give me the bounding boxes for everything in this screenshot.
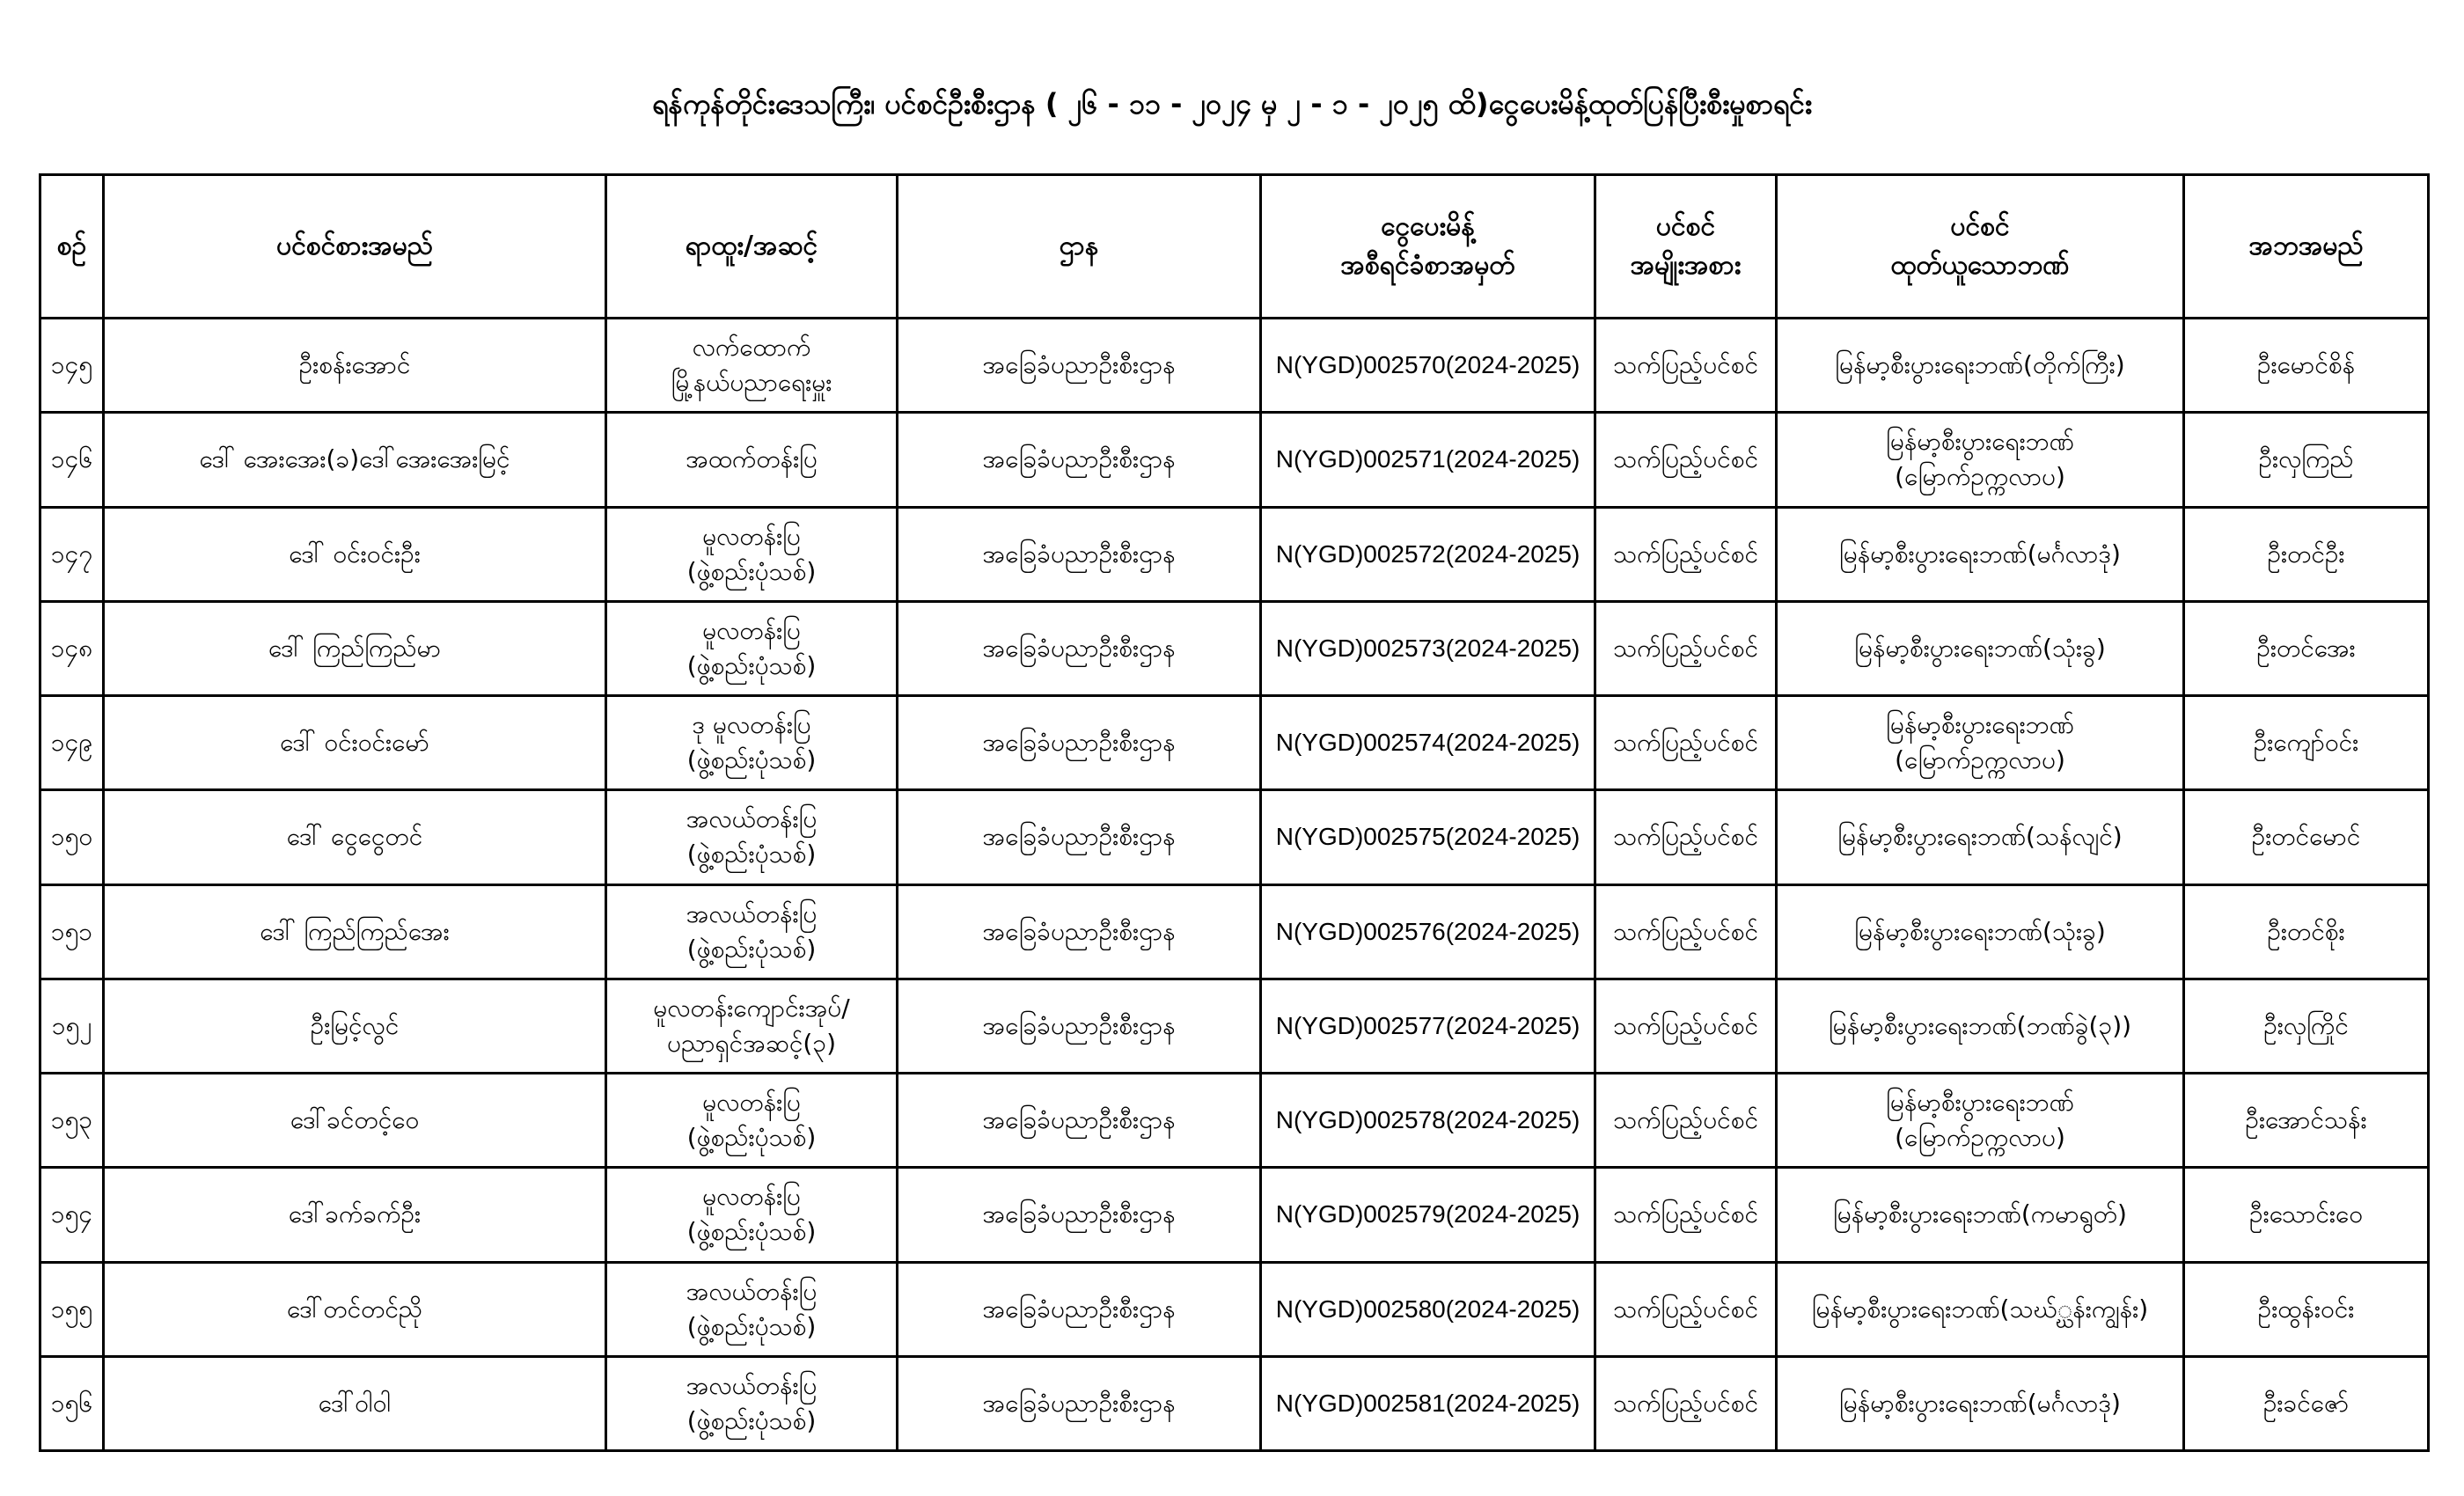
cell-bank: မြန်မာ့စီးပွားရေးဘဏ်(မင်္ဂလာဒုံ) (1777, 1356, 2184, 1450)
cell-father-name: ဦးတင်အေး (2184, 601, 2429, 695)
cell-rank: မူလတန်းပြ (ဖွဲ့စည်းပုံသစ်) (606, 1074, 898, 1168)
cell-father-name: ဦးသောင်းဝေ (2184, 1168, 2429, 1262)
cell-pensioner-name: ဦးမြင့်လွင် (104, 979, 606, 1073)
cell-father-name: ဦးလှကြည် (2184, 413, 2429, 507)
cell-rank: အလယ်တန်းပြ (ဖွဲ့စည်းပုံသစ်) (606, 884, 898, 979)
cell-license-number: N(YGD)002577(2024-2025) (1261, 979, 1595, 1073)
cell-department: အခြေခံပညာဦးစီးဌာန (898, 790, 1261, 884)
cell-pensioner-name: ဒေါ် ငွေငွေတင် (104, 790, 606, 884)
cell-pensioner-name: ဒေါ်ခင်တင့်ဝေ (104, 1074, 606, 1168)
document-title: ရန်ကုန်တိုင်းဒေသကြီး၊ ပင်စင်ဦးစီးဌာန ( ၂၆ - ၁၁ - ၂၀၂၄ မှ ၂ - ၁ - ၂၀၂၅ ထိ)ငွေပေးမိန့်ထုတ်ပြန်ပြီးစီးမှုစာရင်း (651, 87, 1813, 121)
cell-no: ၁၅၆ (40, 1356, 104, 1450)
cell-bank: မြန်မာ့စီးပွားရေးဘဏ်(မင်္ဂလာဒုံ) (1777, 507, 2184, 601)
cell-rank: အလယ်တန်းပြ (ဖွဲ့စည်းပုံသစ်) (606, 1262, 898, 1356)
cell-father-name: ဦးတင်စိုး (2184, 884, 2429, 979)
cell-department: အခြေခံပညာဦးစီးဌာန (898, 1356, 1261, 1450)
cell-no: ၁၅၀ (40, 790, 104, 884)
cell-bank: မြန်မာ့စီးပွားရေးဘဏ်(ကမာရွတ်) (1777, 1168, 2184, 1262)
cell-department: အခြေခံပညာဦးစီးဌာန (898, 507, 1261, 601)
cell-rank: မူလတန်းပြ (ဖွဲ့စည်းပုံသစ်) (606, 507, 898, 601)
cell-department: အခြေခံပညာဦးစီးဌာန (898, 1262, 1261, 1356)
table-row (40, 507, 2429, 601)
table-row (40, 884, 2429, 979)
table-row (40, 696, 2429, 790)
cell-no: ၁၅၁ (40, 884, 104, 979)
cell-pension-type: သက်ပြည့်ပင်စင် (1595, 601, 1777, 695)
cell-pensioner-name: ဒေါ် ဝင်းဝင်းဦး (104, 507, 606, 601)
cell-pensioner-name: ဒေါ်ခက်ခက်ဦး (104, 1168, 606, 1262)
cell-department: အခြေခံပညာဦးစီးဌာန (898, 979, 1261, 1073)
pension-table (39, 173, 2430, 1452)
cell-pensioner-name: ဒေါ် ကြည်ကြည်အေး (104, 884, 606, 979)
cell-department: အခြေခံပညာဦးစီးဌာန (898, 601, 1261, 695)
header-cell-father-name: အဘအမည် (2184, 175, 2429, 319)
cell-license-number: N(YGD)002574(2024-2025) (1261, 696, 1595, 790)
cell-license-number: N(YGD)002575(2024-2025) (1261, 790, 1595, 884)
cell-no: ၁၄၆ (40, 413, 104, 507)
table-header-row (40, 175, 2429, 319)
cell-rank: အထက်တန်းပြ (606, 413, 898, 507)
cell-pension-type: သက်ပြည့်ပင်စင် (1595, 790, 1777, 884)
cell-bank: မြန်မာ့စီးပွားရေးဘဏ်(ဘဏ်ခွဲ(၃)) (1777, 979, 2184, 1073)
table-row (40, 413, 2429, 507)
cell-pension-type: သက်ပြည့်ပင်စင် (1595, 1168, 1777, 1262)
cell-rank: အလယ်တန်းပြ (ဖွဲ့စည်းပုံသစ်) (606, 790, 898, 884)
cell-bank: မြန်မာ့စီးပွားရေးဘဏ်(သုံးခွ) (1777, 884, 2184, 979)
cell-license-number: N(YGD)002581(2024-2025) (1261, 1356, 1595, 1450)
cell-bank: မြန်မာ့စီးပွားရေးဘဏ် (မြောက်ဥက္ကလာပ) (1777, 696, 2184, 790)
cell-rank: အလယ်တန်းပြ (ဖွဲ့စည်းပုံသစ်) (606, 1356, 898, 1450)
cell-father-name: ဦးအောင်သန်း (2184, 1074, 2429, 1168)
header-cell-no: စဉ် (40, 175, 104, 319)
cell-bank: မြန်မာ့စီးပွားရေးဘဏ်(တိုက်ကြီး) (1777, 319, 2184, 413)
cell-no: ၁၄၉ (40, 696, 104, 790)
table-body (40, 319, 2429, 1451)
cell-pensioner-name: ဒေါ် ကြည်ကြည်မာ (104, 601, 606, 695)
header-cell-department: ဌာန (898, 175, 1261, 319)
cell-license-number: N(YGD)002579(2024-2025) (1261, 1168, 1595, 1262)
cell-father-name: ဦးလှကြိုင် (2184, 979, 2429, 1073)
cell-license-number: N(YGD)002572(2024-2025) (1261, 507, 1595, 601)
cell-pensioner-name: ဒေါ်ဝါဝါ (104, 1356, 606, 1450)
cell-no: ၁၄၈ (40, 601, 104, 695)
cell-bank: မြန်မာ့စီးပွားရေးဘဏ်(သန်လျင်) (1777, 790, 2184, 884)
cell-no: ၁၅၃ (40, 1074, 104, 1168)
cell-rank: မူလတန်းပြ (ဖွဲ့စည်းပုံသစ်) (606, 1168, 898, 1262)
cell-license-number: N(YGD)002573(2024-2025) (1261, 601, 1595, 695)
cell-father-name: ဦးထွန်းဝင်း (2184, 1262, 2429, 1356)
cell-pensioner-name: ဒေါ် ဝင်းဝင်းမော် (104, 696, 606, 790)
cell-pension-type: သက်ပြည့်ပင်စင် (1595, 1262, 1777, 1356)
cell-rank: မူလတန်းပြ (ဖွဲ့စည်းပုံသစ်) (606, 601, 898, 695)
cell-license-number: N(YGD)002571(2024-2025) (1261, 413, 1595, 507)
cell-no: ၁၅၄ (40, 1168, 104, 1262)
cell-pension-type: သက်ပြည့်ပင်စင် (1595, 979, 1777, 1073)
cell-rank: ဒု မူလတန်းပြ (ဖွဲ့စည်းပုံသစ်) (606, 696, 898, 790)
cell-rank: မူလတန်းကျောင်းအုပ်/ ပညာရှင်အဆင့်(၃) (606, 979, 898, 1073)
cell-bank: မြန်မာ့စီးပွားရေးဘဏ်(သုံးခွ) (1777, 601, 2184, 695)
cell-department: အခြေခံပညာဦးစီးဌာန (898, 413, 1261, 507)
cell-department: အခြေခံပညာဦးစီးဌာန (898, 696, 1261, 790)
cell-pensioner-name: ဒေါ်တင်တင်ညို (104, 1262, 606, 1356)
cell-license-number: N(YGD)002570(2024-2025) (1261, 319, 1595, 413)
cell-pension-type: သက်ပြည့်ပင်စင် (1595, 507, 1777, 601)
cell-pension-type: သက်ပြည့်ပင်စင် (1595, 1074, 1777, 1168)
header-cell-rank: ရာထူး/အဆင့် (606, 175, 898, 319)
cell-rank: လက်ထောက် မြို့နယ်ပညာရေးမှူး (606, 319, 898, 413)
table-row (40, 1168, 2429, 1262)
cell-father-name: ဦးမောင်စိန် (2184, 319, 2429, 413)
cell-father-name: ဦးတင်ဦး (2184, 507, 2429, 601)
cell-no: ၁၅၅ (40, 1262, 104, 1356)
header-cell-pension-type: ပင်စင် အမျိုးအစား (1595, 175, 1777, 319)
header-cell-pensioner-name: ပင်စင်စားအမည် (104, 175, 606, 319)
table-row (40, 1356, 2429, 1450)
header-cell-bank: ပင်စင် ထုတ်ယူသောဘဏ် (1777, 175, 2184, 319)
cell-no: ၁၅၂ (40, 979, 104, 1073)
cell-pensioner-name: ဒေါ် အေးအေး(ခ)ဒေါ်အေးအေးမြင့် (104, 413, 606, 507)
header-cell-license-number: ငွေပေးမိန့် အစီရင်ခံစာအမှတ် (1261, 175, 1595, 319)
cell-department: အခြေခံပညာဦးစီးဌာန (898, 319, 1261, 413)
cell-pension-type: သက်ပြည့်ပင်စင် (1595, 884, 1777, 979)
cell-bank: မြန်မာ့စီးပွားရေးဘဏ် (မြောက်ဥက္ကလာပ) (1777, 413, 2184, 507)
cell-pension-type: သက်ပြည့်ပင်စင် (1595, 696, 1777, 790)
cell-pension-type: သက်ပြည့်ပင်စင် (1595, 413, 1777, 507)
cell-father-name: ဦးကျော်ဝင်း (2184, 696, 2429, 790)
cell-bank: မြန်မာ့စီးပွားရေးဘဏ်(သဃ်္ဃန်းကျွန်း) (1777, 1262, 2184, 1356)
table-row (40, 319, 2429, 413)
cell-department: အခြေခံပညာဦးစီးဌာန (898, 1074, 1261, 1168)
cell-license-number: N(YGD)002580(2024-2025) (1261, 1262, 1595, 1356)
cell-no: ၁၄၅ (40, 319, 104, 413)
cell-license-number: N(YGD)002578(2024-2025) (1261, 1074, 1595, 1168)
cell-bank: မြန်မာ့စီးပွားရေးဘဏ် (မြောက်ဥက္ကလာပ) (1777, 1074, 2184, 1168)
cell-department: အခြေခံပညာဦးစီးဌာန (898, 1168, 1261, 1262)
cell-father-name: ဦးတင်မောင် (2184, 790, 2429, 884)
cell-pension-type: သက်ပြည့်ပင်စင် (1595, 1356, 1777, 1450)
cell-no: ၁၄၇ (40, 507, 104, 601)
cell-department: အခြေခံပညာဦးစီးဌာန (898, 884, 1261, 979)
cell-father-name: ဦးခင်ဇော် (2184, 1356, 2429, 1450)
table-row (40, 601, 2429, 695)
cell-pension-type: သက်ပြည့်ပင်စင် (1595, 319, 1777, 413)
table-row (40, 790, 2429, 884)
table-row (40, 1074, 2429, 1168)
cell-pensioner-name: ဦးစန်းအောင် (104, 319, 606, 413)
table-row (40, 979, 2429, 1073)
table-row (40, 1262, 2429, 1356)
cell-license-number: N(YGD)002576(2024-2025) (1261, 884, 1595, 979)
